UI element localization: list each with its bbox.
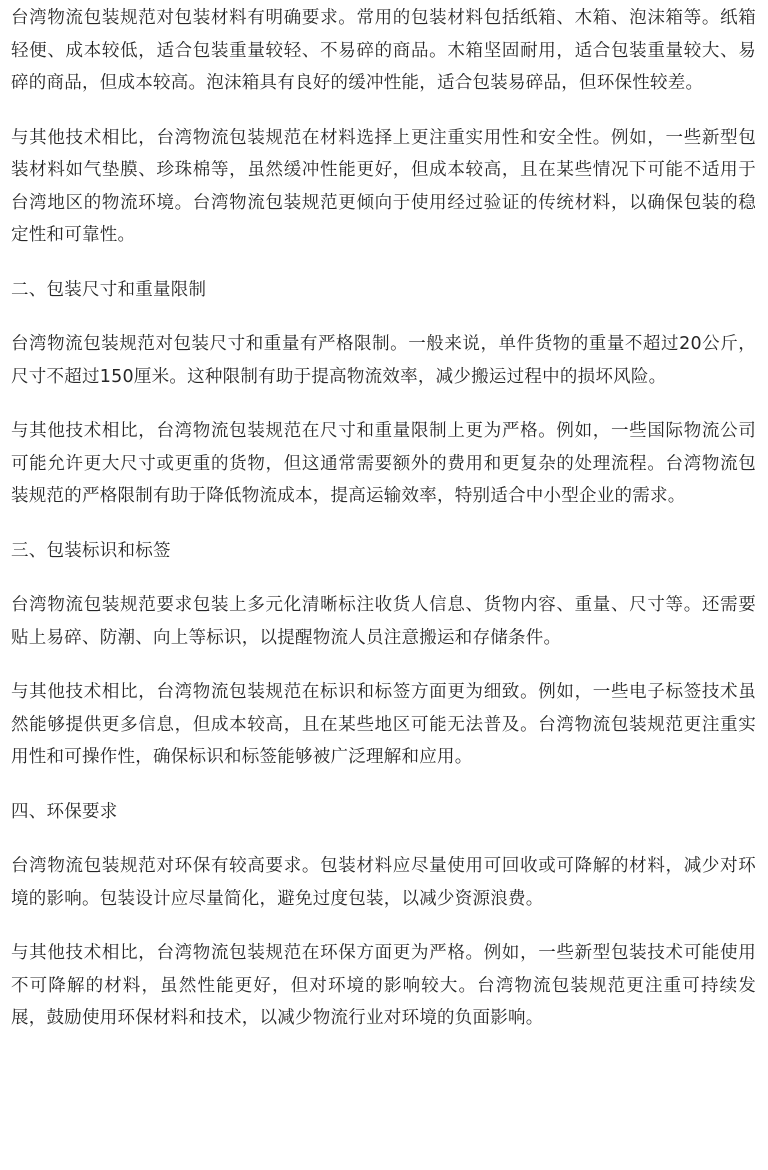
section-heading-labels: 三、包装标识和标签 [11, 540, 171, 561]
paragraph-size-weight-limits: 台湾物流包装规范对包装尺寸和重量有严格限制。一般来说，单件货物的重量不超过20公斤，尺寸不超过150厘米。这种限制有助于提高物流效率，减少搬运过程中的损坏风险。 [11, 334, 756, 387]
paragraph-size-weight-comparison: 与其他技术相比，台湾物流包装规范在尺寸和重量限制上更为严格。例如，一些国际物流公司可能允许更大尺寸或更重的货物，但这通常需要额外的费用和更复杂的处理流程。台湾物流包装规范的严格限制有助于降低物流成本，提高运输效率，特别适合中小型企业的需求。 [11, 421, 756, 506]
paragraph-packaging-materials: 台湾物流包装规范对包装材料有明确要求。常用的包装材料包括纸箱、木箱、泡沫箱等。纸箱轻便、成本较低，适合包装重量较轻、不易碎的商品。木箱坚固耐用，适合包装重量较大、易碎的商品，但成本较高。泡沫箱具有良好的缓冲性能，适合包装易碎品，但环保性较差。 [11, 8, 756, 93]
paragraph-labels-comparison: 与其他技术相比，台湾物流包装规范在标识和标签方面更为细致。例如，一些电子标签技术虽然能够提供更多信息，但成本较高，且在某些地区可能无法普及。台湾物流包装规范更注重实用性和可操作性，确保标识和标签能够被广泛理解和应用。 [11, 682, 756, 767]
paragraph-environment-comparison: 与其他技术相比，台湾物流包装规范在环保方面更为严格。例如，一些新型包装技术可能使用不可降解的材料，虽然性能更好，但对环境的影响较大。台湾物流包装规范更注重可持续发展，鼓励使用环保材料和技术，以减少物流行业对环境的负面影响。 [11, 943, 756, 1028]
paragraph-materials-comparison: 与其他技术相比，台湾物流包装规范在材料选择上更注重实用性和安全性。例如，一些新型包装材料如气垫膜、珍珠棉等，虽然缓冲性能更好，但成本较高，且在某些情况下可能不适用于台湾地区的物流环境。台湾物流包装规范更倾向于使用经过验证的传统材料，以确保包装的稳定性和可靠性。 [11, 127, 756, 245]
paragraph-environment-requirements: 台湾物流包装规范对环保有较高要求。包装材料应尽量使用可回收或可降解的材料，减少对环境的影响。包装设计应尽量简化，避免过度包装，以减少资源浪费。 [11, 856, 756, 909]
section-heading-environment: 四、环保要求 [11, 801, 118, 822]
paragraph-labels-requirements: 台湾物流包装规范要求包装上多元化清晰标注收货人信息、货物内容、重量、尺寸等。还需要贴上易碎、防潮、向上等标识，以提醒物流人员注意搬运和存储条件。 [11, 595, 756, 648]
section-heading-size-weight: 二、包装尺寸和重量限制 [11, 279, 207, 300]
